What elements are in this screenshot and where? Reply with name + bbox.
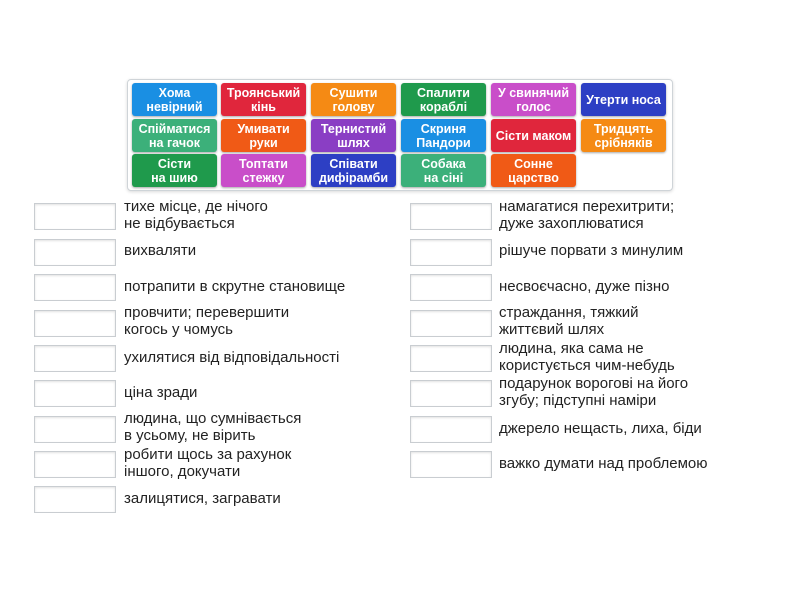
definition-text: потрапити в скрутне становище [124,278,346,295]
phrase-tile[interactable]: У свинячий голос [491,83,576,116]
answer-slot[interactable] [410,203,492,230]
phrase-tile[interactable]: Скриня Пандори [401,119,486,152]
answer-slot[interactable] [34,345,116,372]
definition-text: подарунок ворогові на його згубу; підступні наміри [499,375,689,409]
answer-slot[interactable] [410,239,492,266]
phrase-tile[interactable]: Спалити кораблі [401,83,486,116]
definition-text: важко думати над проблемою [499,455,708,472]
phrase-tile[interactable]: Співати дифірамби [311,154,396,187]
definition-text: людина, яка сама не користується чим-небудь [499,340,675,374]
answer-slot[interactable] [34,239,116,266]
phrase-tile[interactable]: Собака на сіні [401,154,486,187]
answer-slot[interactable] [410,274,492,301]
definition-text: несвоєчасно, дуже пізно [499,278,670,295]
answer-slot[interactable] [410,345,492,372]
phrase-tile[interactable]: Сушити голову [311,83,396,116]
definition-text: провчити; перевершити когось у чомусь [124,304,290,338]
definition-text: джерело нещасть, лиха, біди [499,420,702,437]
phrase-tile[interactable]: Хома невірний [132,83,217,116]
phrase-tile[interactable]: Сонне царство [491,154,576,187]
answer-slot[interactable] [410,416,492,443]
phrase-tile[interactable]: Спійматися на гачок [132,119,217,152]
answer-slot[interactable] [34,310,116,337]
definition-text: рішуче порвати з минулим [499,242,684,259]
definition-text: страждання, тяжкий життєвий шлях [499,304,639,338]
phrase-bank [127,79,673,191]
answer-slot[interactable] [410,310,492,337]
definition-text: намагатися перехитрити; дуже захоплюватися [499,198,675,232]
answer-slot[interactable] [410,451,492,478]
phrase-tile[interactable]: Тридцять срібняків [581,119,666,152]
answer-slot[interactable] [34,486,116,513]
phrase-tile[interactable]: Тернистий шлях [311,119,396,152]
phrase-tile[interactable]: Утерти носа [581,83,666,116]
definition-text: залицятися, загравати [124,490,281,507]
definition-text: ухилятися від відповідальності [124,349,340,366]
phrase-tile[interactable]: Умивати руки [221,119,306,152]
phrase-tile[interactable]: Топтати стежку [221,154,306,187]
phrase-tile[interactable]: Сісти на шию [132,154,217,187]
answer-slot[interactable] [410,380,492,407]
phrase-tile[interactable]: Троянський кінь [221,83,306,116]
definition-text: ціна зради [124,384,198,401]
definition-text: робити щось за рахунок іншого, докучати [124,446,292,480]
answer-slot[interactable] [34,274,116,301]
answer-slot[interactable] [34,416,116,443]
definition-text: людина, що сумнівається в усьому, не вірить [124,410,302,444]
answer-slot[interactable] [34,203,116,230]
definition-text: вихваляти [124,242,197,259]
definition-text: тихе місце, де нічого не відбувається [124,198,268,232]
phrase-tile[interactable]: Сісти маком [491,119,576,152]
answer-slot[interactable] [34,451,116,478]
answer-slot[interactable] [34,380,116,407]
